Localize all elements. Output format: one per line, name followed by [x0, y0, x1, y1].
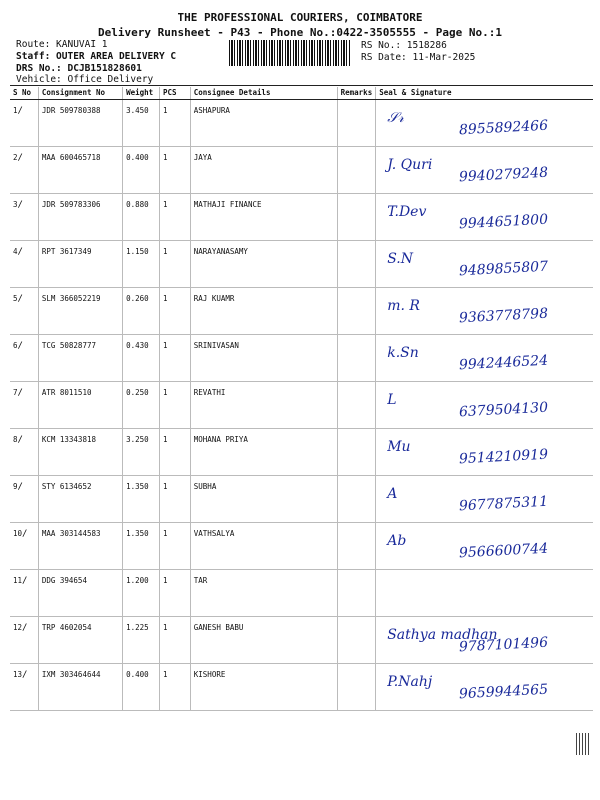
signature-scrawl: 𝒮𝓇 [387, 110, 404, 126]
consignment-cell: JDR 509780388 [38, 100, 122, 147]
col-consignment: Consignment No [38, 87, 122, 100]
sno-text: 11 [13, 576, 23, 585]
handwritten-phone: 9514210919 [458, 446, 549, 468]
consignee-cell: GANESH BABU [190, 617, 337, 664]
col-remarks: Remarks [337, 87, 376, 100]
sno-cell [10, 335, 38, 382]
handwritten-signature [379, 200, 590, 240]
signature-scrawl: k.Sn [387, 345, 419, 361]
handwritten-signature [379, 247, 590, 287]
table-row [10, 664, 593, 711]
col-weight: Weight [123, 87, 160, 100]
sno-text: 9 [13, 482, 18, 491]
handwritten-signature [379, 153, 590, 193]
consignment-cell: TCG 50828777 [38, 335, 122, 382]
signature-scrawl: m. R [387, 298, 420, 314]
consignee-cell: MOHANA PRIYA [190, 429, 337, 476]
consignee-cell: ASHAPURA [190, 100, 337, 147]
signature-cell [376, 241, 593, 288]
pcs-cell: 1 [160, 335, 191, 382]
consignment-cell: JDR 509783306 [38, 194, 122, 241]
pcs-cell: 1 [160, 570, 191, 617]
remarks-cell [337, 100, 376, 147]
sno-text: 7 [13, 388, 18, 397]
signature-scrawl: A [387, 486, 398, 502]
consignment-cell: KCM 13343818 [38, 429, 122, 476]
consignee-cell: MATHAJI FINANCE [190, 194, 337, 241]
consignment-cell: IXM 303464644 [38, 664, 122, 711]
consignment-cell: TRP 4602054 [38, 617, 122, 664]
tick-mark-icon: / [17, 482, 23, 492]
handwritten-signature [379, 623, 590, 663]
col-sno: S No [10, 87, 38, 100]
consignment-cell: RPT 3617349 [38, 241, 122, 288]
vehicle-label: Vehicle: Office Delivery [16, 74, 154, 85]
remarks-cell [337, 335, 376, 382]
remarks-cell [337, 241, 376, 288]
tick-mark-icon: / [22, 670, 28, 680]
table-row [10, 570, 593, 617]
handwritten-signature [379, 529, 590, 569]
consignment-cell: ATR 8011510 [38, 382, 122, 429]
table-row [10, 241, 593, 288]
sno-cell [10, 617, 38, 664]
runsheet-title: Delivery Runsheet - P43 - Phone No.:0422-3505555 - Page No.:1 [98, 26, 502, 39]
consignee-cell: SRINIVASAN [190, 335, 337, 382]
handwritten-signature [379, 294, 590, 334]
handwritten-phone: 9677875311 [458, 493, 549, 515]
consignee-cell: JAYA [190, 147, 337, 194]
consignee-cell: VATHSALYA [190, 523, 337, 570]
signature-cell [376, 429, 593, 476]
tick-mark-icon: / [17, 435, 23, 445]
weight-cell: 0.400 [123, 147, 160, 194]
handwritten-phone: 9940279248 [458, 164, 549, 186]
consignment-cell: DDG 394654 [38, 570, 122, 617]
handwritten-signature [379, 388, 590, 428]
remarks-cell [337, 617, 376, 664]
delivery-table [10, 87, 593, 711]
pcs-cell: 1 [160, 147, 191, 194]
signature-scrawl: T.Dev [387, 204, 427, 220]
table-row [10, 100, 593, 147]
table-row [10, 523, 593, 570]
pcs-cell: 1 [160, 382, 191, 429]
signature-cell [376, 288, 593, 335]
company-title: THE PROFESSIONAL COURIERS, COIMBATORE [177, 11, 423, 24]
barcode-image [229, 40, 351, 66]
route-label: Route: KANUVAI 1 [16, 39, 108, 50]
remarks-cell [337, 288, 376, 335]
sno-text: 5 [13, 294, 18, 303]
sno-cell [10, 570, 38, 617]
sno-cell [10, 476, 38, 523]
handwritten-signature [379, 435, 590, 475]
handwritten-phone: 8955892466 [458, 117, 549, 139]
handwritten-phone: 9489855807 [458, 258, 549, 280]
pcs-cell: 1 [160, 100, 191, 147]
signature-scrawl: Ab [387, 533, 407, 549]
consignee-cell: NARAYANASAMY [190, 241, 337, 288]
weight-cell: 1.350 [123, 476, 160, 523]
sno-cell [10, 429, 38, 476]
handwritten-phone: 9566600744 [458, 540, 549, 562]
handwritten-phone: 9659944565 [458, 681, 549, 703]
signature-cell [376, 147, 593, 194]
sno-text: 3 [13, 200, 18, 209]
handwritten-phone: 9363778798 [458, 305, 549, 327]
sno-cell [10, 664, 38, 711]
handwritten-signature [379, 576, 590, 616]
sno-cell [10, 241, 38, 288]
remarks-cell [337, 429, 376, 476]
sno-cell [10, 382, 38, 429]
tick-mark-icon: / [17, 247, 23, 257]
rs-date: RS Date: 11-Mar-2025 [361, 52, 476, 63]
sno-text: 13 [13, 670, 23, 679]
pcs-cell: 1 [160, 194, 191, 241]
weight-cell: 1.225 [123, 617, 160, 664]
consignee-cell: TAR [190, 570, 337, 617]
header-divider [10, 85, 593, 86]
pcs-cell: 1 [160, 664, 191, 711]
table-row [10, 335, 593, 382]
pcs-cell: 1 [160, 241, 191, 288]
remarks-cell [337, 476, 376, 523]
tick-mark-icon: / [22, 576, 28, 586]
signature-scrawl: Sathya madhan [387, 627, 498, 643]
weight-cell: 3.450 [123, 100, 160, 147]
table-row [10, 476, 593, 523]
consignee-cell: SUBHA [190, 476, 337, 523]
col-pcs: PCS [160, 87, 191, 100]
signature-cell [376, 194, 593, 241]
pcs-cell: 1 [160, 429, 191, 476]
remarks-cell [337, 664, 376, 711]
weight-cell: 0.260 [123, 288, 160, 335]
weight-cell: 0.250 [123, 382, 160, 429]
sno-cell [10, 288, 38, 335]
signature-scrawl: P.Nahj [387, 674, 433, 690]
sno-text: 12 [13, 623, 23, 632]
sno-cell [10, 100, 38, 147]
scan-edge-marks [576, 733, 590, 755]
tick-mark-icon: / [22, 529, 28, 539]
tick-mark-icon: / [22, 623, 28, 633]
consignment-cell: SLM 366052219 [38, 288, 122, 335]
signature-cell [376, 570, 593, 617]
tick-mark-icon: / [17, 341, 23, 351]
consignee-cell: RAJ KUAMR [190, 288, 337, 335]
weight-cell: 0.400 [123, 664, 160, 711]
col-consignee: Consignee Details [190, 87, 337, 100]
tick-mark-icon: / [17, 106, 23, 116]
signature-scrawl: L [387, 392, 397, 408]
remarks-cell [337, 570, 376, 617]
staff-label: Staff: OUTER AREA DELIVERY C [16, 51, 177, 62]
signature-scrawl: S.N [387, 251, 414, 267]
signature-scrawl: Mu [387, 439, 411, 455]
table-header-row [10, 87, 593, 100]
pcs-cell: 1 [160, 288, 191, 335]
sno-text: 10 [13, 529, 23, 538]
consignee-cell: KISHORE [190, 664, 337, 711]
handwritten-phone: 9944651800 [458, 211, 549, 233]
handwritten-phone: 6379504130 [458, 399, 549, 421]
tick-mark-icon: / [17, 294, 23, 304]
consignment-cell: MAA 600465718 [38, 147, 122, 194]
signature-cell [376, 664, 593, 711]
table-row [10, 382, 593, 429]
consignment-cell: MAA 303144583 [38, 523, 122, 570]
table-row [10, 147, 593, 194]
signature-cell [376, 100, 593, 147]
remarks-cell [337, 147, 376, 194]
weight-cell: 1.150 [123, 241, 160, 288]
tick-mark-icon: / [17, 153, 23, 163]
signature-cell [376, 523, 593, 570]
col-signature: Seal & Signature [376, 87, 593, 100]
sno-text: 2 [13, 153, 18, 162]
handwritten-phone: 9787101496 [458, 634, 549, 656]
weight-cell: 1.350 [123, 523, 160, 570]
handwritten-signature [379, 341, 590, 381]
sno-text: 6 [13, 341, 18, 350]
signature-cell [376, 382, 593, 429]
sno-text: 8 [13, 435, 18, 444]
rs-number: RS No.: 1518286 [361, 40, 447, 51]
remarks-cell [337, 194, 376, 241]
table-row [10, 194, 593, 241]
signature-cell [376, 617, 593, 664]
pcs-cell: 1 [160, 523, 191, 570]
weight-cell: 3.250 [123, 429, 160, 476]
handwritten-signature [379, 670, 590, 710]
sno-cell [10, 523, 38, 570]
handwritten-phone: 9942446524 [458, 352, 549, 374]
table-row [10, 288, 593, 335]
drs-label: DRS No.: DCJB151828601 [16, 63, 142, 74]
tick-mark-icon: / [17, 388, 23, 398]
sno-cell [10, 147, 38, 194]
signature-scrawl: J. Quri [387, 157, 433, 173]
remarks-cell [337, 382, 376, 429]
signature-cell [376, 476, 593, 523]
sno-text: 4 [13, 247, 18, 256]
sno-text: 1 [13, 106, 18, 115]
handwritten-signature [379, 106, 590, 146]
signature-cell [376, 335, 593, 382]
tick-mark-icon: / [17, 200, 23, 210]
pcs-cell: 1 [160, 617, 191, 664]
sno-cell [10, 194, 38, 241]
consignee-cell: REVATHI [190, 382, 337, 429]
table-row [10, 617, 593, 664]
handwritten-signature [379, 482, 590, 522]
weight-cell: 0.880 [123, 194, 160, 241]
remarks-cell [337, 523, 376, 570]
weight-cell: 1.200 [123, 570, 160, 617]
consignment-cell: STY 6134652 [38, 476, 122, 523]
weight-cell: 0.430 [123, 335, 160, 382]
pcs-cell: 1 [160, 476, 191, 523]
table-row [10, 429, 593, 476]
